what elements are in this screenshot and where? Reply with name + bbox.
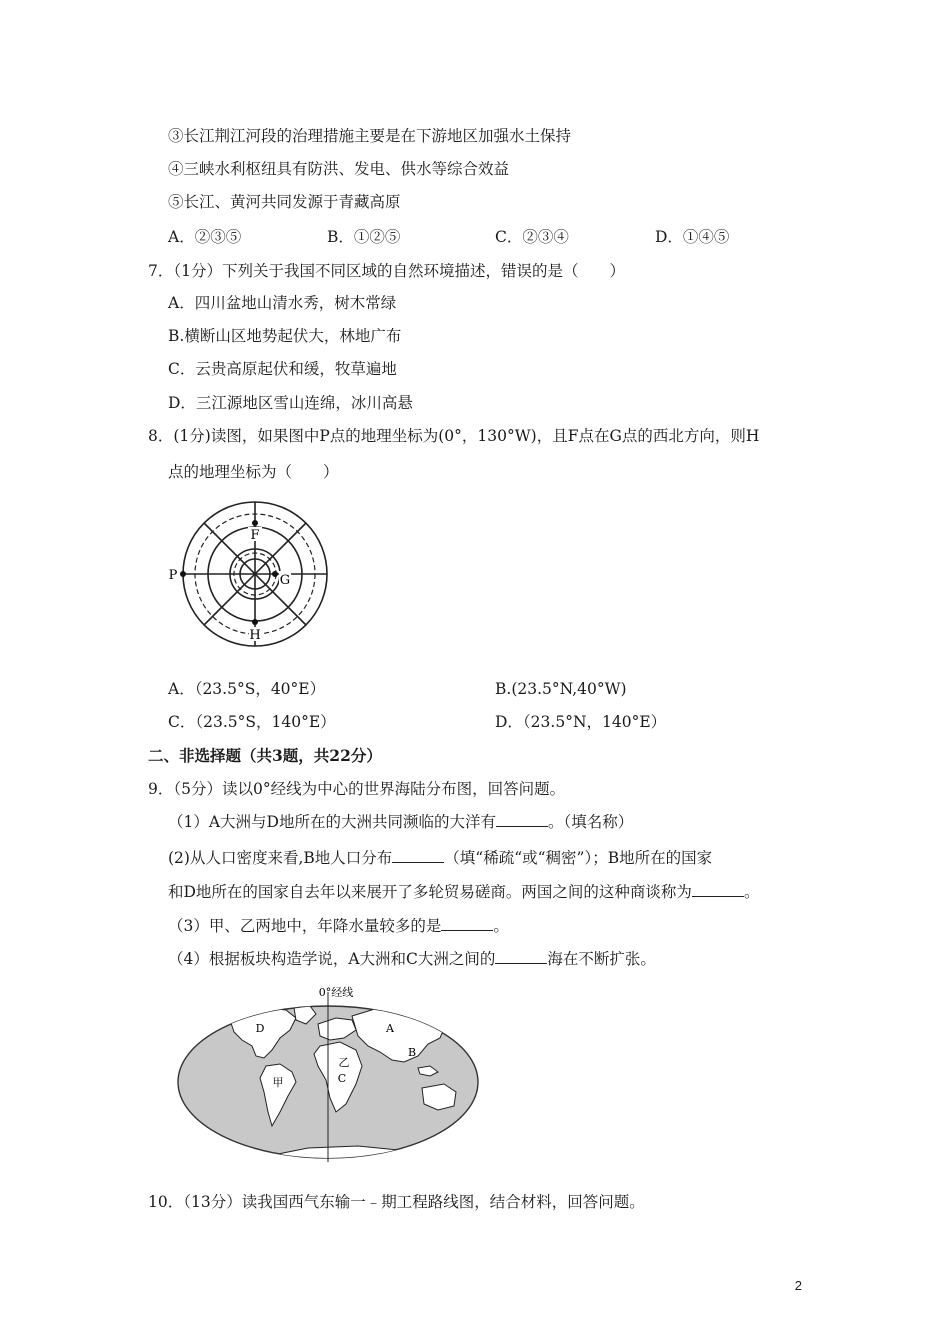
q6-statement-5: ⑤长江、黄河共同发源于青藏高原 xyxy=(168,193,401,211)
map-label-c: C xyxy=(337,1072,347,1085)
q6-option-b: B．①②⑤ xyxy=(327,228,401,246)
q9-stem: 9．（5分）读以0°经线为中心的世界海陆分布图，回答问题。 xyxy=(148,780,566,798)
answer-blank-1[interactable] xyxy=(496,812,548,827)
q7-option-a: A．四川盆地山清水秀，树木常绿 xyxy=(168,294,397,312)
map-label-yi: 乙 xyxy=(338,1056,350,1069)
answer-blank-4[interactable] xyxy=(441,916,493,931)
label-f: F xyxy=(250,528,260,543)
meridian-label: 0°经线 xyxy=(318,986,354,999)
polar-diagram xyxy=(165,494,345,654)
map-label-a: A xyxy=(386,1022,394,1035)
point-h xyxy=(252,619,258,625)
map-label-b: B xyxy=(407,1046,417,1059)
map-label-d: D xyxy=(255,1022,265,1035)
q9-part1: （1）A大洲与D地所在的大洲共同濒临的大洋有 。（填名称） xyxy=(168,813,634,831)
q8-option-a: A．（23.5°S，40°E） xyxy=(168,680,326,698)
q6-statement-4: ④三峡水利枢纽具有防洪、发电、供水等综合效益 xyxy=(168,160,510,178)
q9-part3: （3）甲、乙两地中，年降水量较多的是 。 xyxy=(168,917,509,935)
q6-option-d: D．①④⑤ xyxy=(655,228,730,246)
label-h: H xyxy=(249,628,261,643)
q6-option-a: A．②③⑤ xyxy=(168,228,242,246)
answer-blank-3[interactable] xyxy=(692,882,744,897)
q6-statement-3: ③长江荆江河段的治理措施主要是在下游地区加强水土保持 xyxy=(168,127,572,145)
q10-stem: 10．（13分）读我国西气东输一﹣期工程路线图，结合材料，回答问题。 xyxy=(148,1193,645,1211)
q7-option-d: D．三江源地区雪山连绵，冰川高悬 xyxy=(168,394,413,412)
q7-option-b: B.横断山区地势起伏大，林地广布 xyxy=(168,327,402,345)
answer-blank-5[interactable] xyxy=(495,949,547,964)
answer-blank-2[interactable] xyxy=(392,848,444,863)
point-p xyxy=(180,571,186,577)
q8-option-b: B.(23.5°N,40°W) xyxy=(495,680,627,698)
q8-option-c: C．（23.5°S，140°E） xyxy=(168,713,336,731)
q8-stem-line2: 点的地理坐标为（ ） xyxy=(168,463,339,481)
world-map xyxy=(168,980,488,1170)
q8-option-d: D．（23.5°N，140°E） xyxy=(495,713,667,731)
q9-part2-cont: 和D地所在的国家自去年以来展开了多轮贸易磋商。两国之间的这种商谈称为 。 xyxy=(168,883,760,901)
point-f xyxy=(252,520,258,526)
map-label-jia: 甲 xyxy=(272,1076,284,1089)
q7-stem: 7．（1分）下列关于我国不同区域的自然环境描述，错误的是（ ） xyxy=(148,262,625,280)
label-g: G xyxy=(279,573,291,588)
point-g xyxy=(272,571,278,577)
q9-part2: (2)从人口密度来看,B地人口分布 （填“稀疏“或“稠密”）；B地所在的国家 xyxy=(168,849,713,867)
section-heading: 二、非选择题（共3题，共22分） xyxy=(148,746,382,765)
q8-stem-line1: 8．(1分)读图，如果图中P点的地理坐标为(0°，130°W)，且F点在G点的西北方向，则H xyxy=(148,427,760,445)
page-number: 2 xyxy=(794,1278,802,1293)
q7-option-c: C．云贵高原起伏和缓，牧草遍地 xyxy=(168,360,397,378)
q9-part4: （4）根据板块构造学说，A大洲和C大洲之间的 海在不断扩张。 xyxy=(168,950,656,968)
q6-option-c: C．②③④ xyxy=(495,228,569,246)
label-p: P xyxy=(168,568,178,583)
